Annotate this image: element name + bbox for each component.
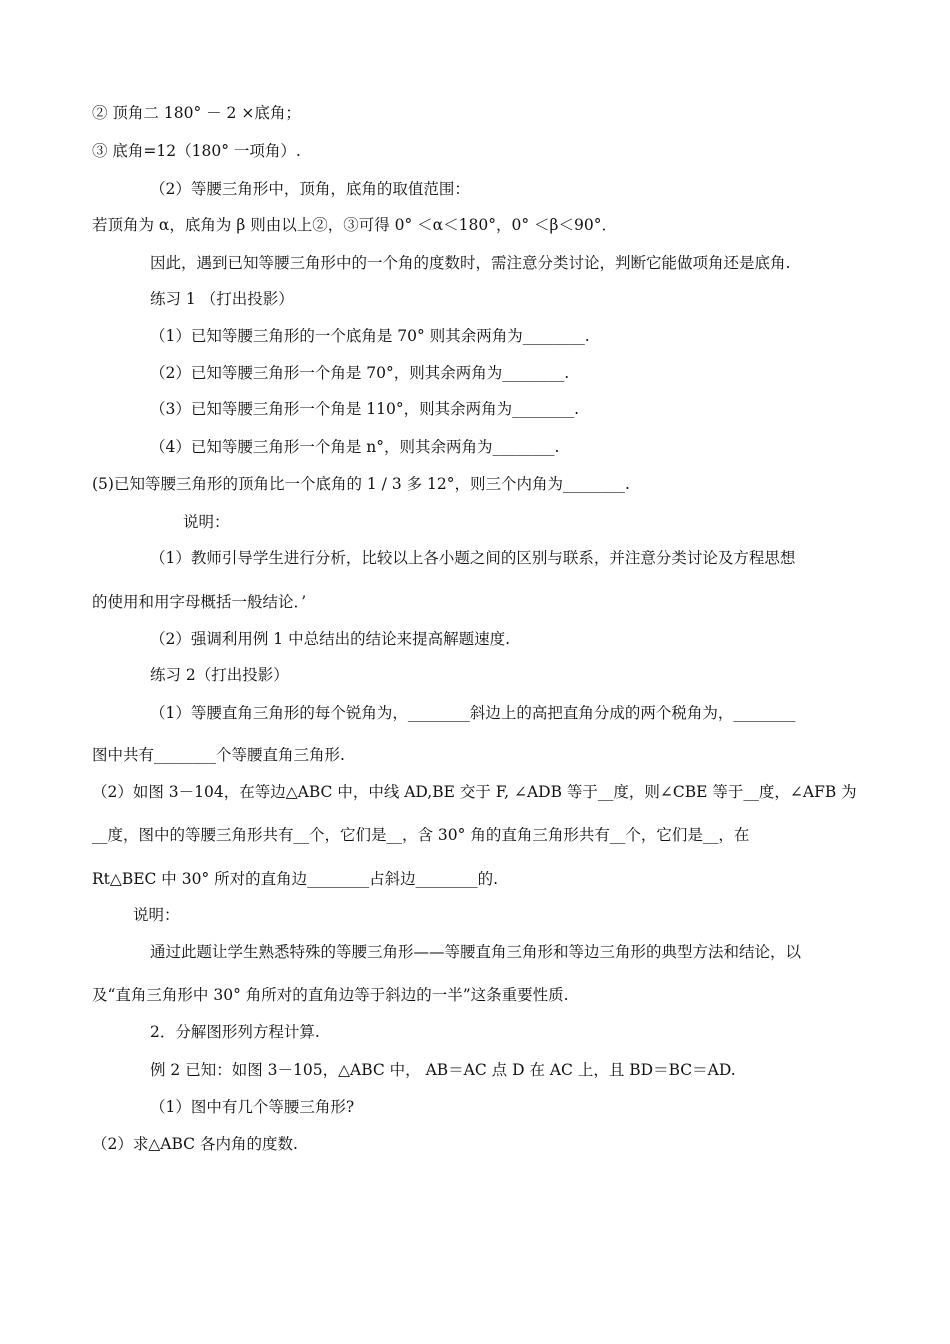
text-line: (5)已知等腰三角形的顶角比一个底角的 1 / 3 多 12°，则三个内角为________. [92, 475, 630, 493]
text-line: （1）图中有几个等腰三角形? [150, 1098, 355, 1116]
text-line: （2）如图 3－104，在等边△ABC 中，中线 AD,BE 交于 F, ∠ADB 等于__度，则∠CBE 等于__度，∠AFB 为 [92, 783, 857, 801]
text-line: 例 2 已知：如图 3－105，△ABC 中， AB＝AC 点 D 在 AC 上，且 BD＝BC＝AD. [150, 1061, 736, 1079]
text-line: （2）已知等腰三角形一个角是 70°，则其余两角为________. [150, 364, 570, 382]
text-line: ③ 底角=12（180° 一项角）. [92, 142, 301, 160]
text-line: 若顶角为 α，底角为 β 则由以上②，③可得 0° ＜α＜180°，0° ＜β＜90°． [92, 216, 617, 234]
text-line: （4）已知等腰三角形一个角是 n°，则其余两角为________. [150, 438, 560, 456]
text-line: Rt△BEC 中 30° 所对的直角边________占斜边________的. [92, 870, 499, 888]
text-line: （2）强调利用例 1 中总结出的结论来提高解题速度. [150, 630, 511, 648]
text-line: （2）等腰三角形中，顶角，底角的取值范围： [150, 180, 470, 198]
text-line: __度，图中的等腰三角形共有__个，它们是__，含 30° 角的直角三角形共有__个，它们是__，在 [92, 826, 750, 844]
text-line: 说明： [183, 513, 230, 531]
text-line: 通过此题让学生熟悉特殊的等腰三角形——等腰直角三角形和等边三角形的典型方法和结论，以 [150, 943, 802, 961]
text-line: 因此，遇到已知等腰三角形中的一个角的度数时，需注意分类讨论，判断它能做项角还是底角. [150, 254, 791, 272]
text-line: 练习 1 （打出投影） [150, 290, 294, 308]
text-line: （1）已知等腰三角形的一个底角是 70° 则其余两角为________. [150, 327, 590, 345]
text-line: 图中共有________个等腰直角三角形. [92, 746, 345, 764]
text-line: （1）等腰直角三角形的每个锐角为，________斜边上的高把直角分成的两个税角为，________ [150, 704, 796, 722]
text-line: （3）已知等腰三角形一个角是 110°，则其余两角为________. [150, 400, 580, 418]
text-line: 的使用和用字母概括一般结论．’ [92, 593, 307, 611]
text-line: ② 顶角二 180° － 2 ×底角； [92, 104, 301, 122]
text-line: 练习 2（打出投影） [150, 666, 289, 684]
text-line: （1）教师引导学生进行分析，比较以上各小题之间的区别与联系，并注意分类讨论及方程思想 [150, 549, 796, 567]
text-line: 2．分解图形列方程计算. [150, 1023, 320, 1041]
text-line: 及“直角三角形中 30° 角所对的直角边等于斜边的一半”这条重要性质. [92, 986, 569, 1004]
text-line: 说明： [133, 906, 180, 924]
text-line: （2）求△ABC 各内角的度数. [92, 1135, 298, 1153]
